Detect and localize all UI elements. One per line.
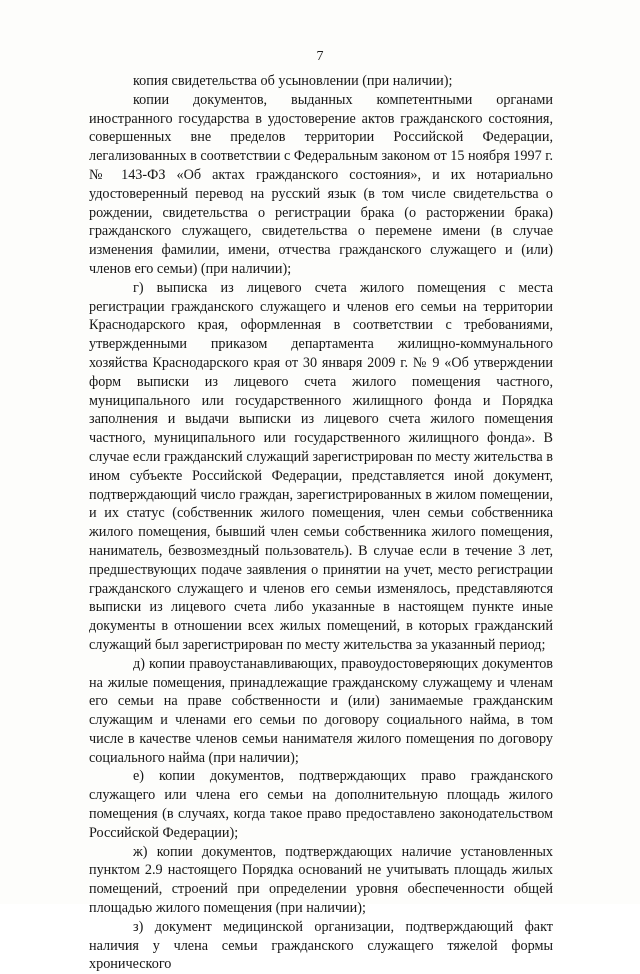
paragraph-item-d: д) копии правоустанавливающих, правоудостоверяющих документов на жилые помещения, принадлежащие гражданскому служащему и членам его семьи на праве собственности и (или) занимаемые гражданским служащим и членами его семьи по договору социального найма, в том числе в качестве членов семьи нанимателя жилого помещения по договору социального найма (при наличии); (89, 655, 553, 766)
document-body (89, 72, 553, 974)
paragraph-item-zh: ж) копии документов, подтверждающих наличие установленных пунктом 2.9 настоящего Порядка оснований не учитывать площадь жилых помещений, строений при определении уровня обеспеченности общей площадью жилого помещения (при наличии); (89, 843, 553, 917)
paragraph-foreign-documents: копии документов, выданных компетентными органами иностранного государства в удостоверение актов гражданского состояния, совершенных вне пределов территории Российской Федерации, легализованных в соответствии с Федеральным законом от 15 ноября 1997 г. № 143-ФЗ «Об актах гражданского состояния», и их нотариально удостоверенный перевод на русский язык (в том числе свидетельства о рождении, свидетельства о регистрации брака (о расторжении брака) гражданского служащего, свидетельства о перемене имени (в случае изменения фамилии, имени, отчества гражданского служащего и (или) членов его семьи) (при наличии); (89, 91, 553, 277)
paragraph-item-g: г) выписка из лицевого счета жилого помещения с места регистрации гражданского служащего и членов его семьи на территории Краснодарского края, оформленная в соответствии с требованиями, утвержденными приказом департамента жилищно-коммунального хозяйства Краснодарского края от 30 января 2009 г. № 9 «Об утверждении форм выписки из лицевого счета жилого помещения частного, муниципального или государственного жилищного фонда и Порядка заполнения и выдачи выписки из лицевого счета жилого помещения частного, муниципального или государственного жилищного фонда». В случае если гражданский служащий зарегистрирован по месту жительства в ином субъекте Российской Федерации, представляется иной документ, подтверждающий число граждан, зарегистрированных в жилом помещении, и их статус (собственник жилого помещения, член семьи собственника жилого помещения, бывший член семьи собственника жилого помещения, наниматель, безвозмездный пользователь). В случае если в течение 3 лет, предшествующих подаче заявления о принятии на учет, место регистрации гражданского служащего и членов его семьи изменялось, представляются выписки из лицевого счета либо указанные в настоящем пункте иные документы в отношении всех жилых помещений, в которых гражданский служащий был зарегистрирован по месту жительства за указанный период; (89, 279, 553, 653)
paragraph-item-z: з) документ медицинской организации, подтверждающий факт наличия у члена семьи гражданского служащего тяжелой формы хронического (89, 918, 553, 973)
page-number: 7 (316, 49, 324, 64)
paragraph-adoption-certificate: копия свидетельства об усыновлении (при наличии); (133, 73, 453, 89)
paragraph-item-e: е) копии документов, подтверждающих право гражданского служащего или члена его семьи на дополнительную площадь жилого помещения (в случаях, когда такое право предоставлено законодательством Российской Федерации); (89, 768, 553, 841)
